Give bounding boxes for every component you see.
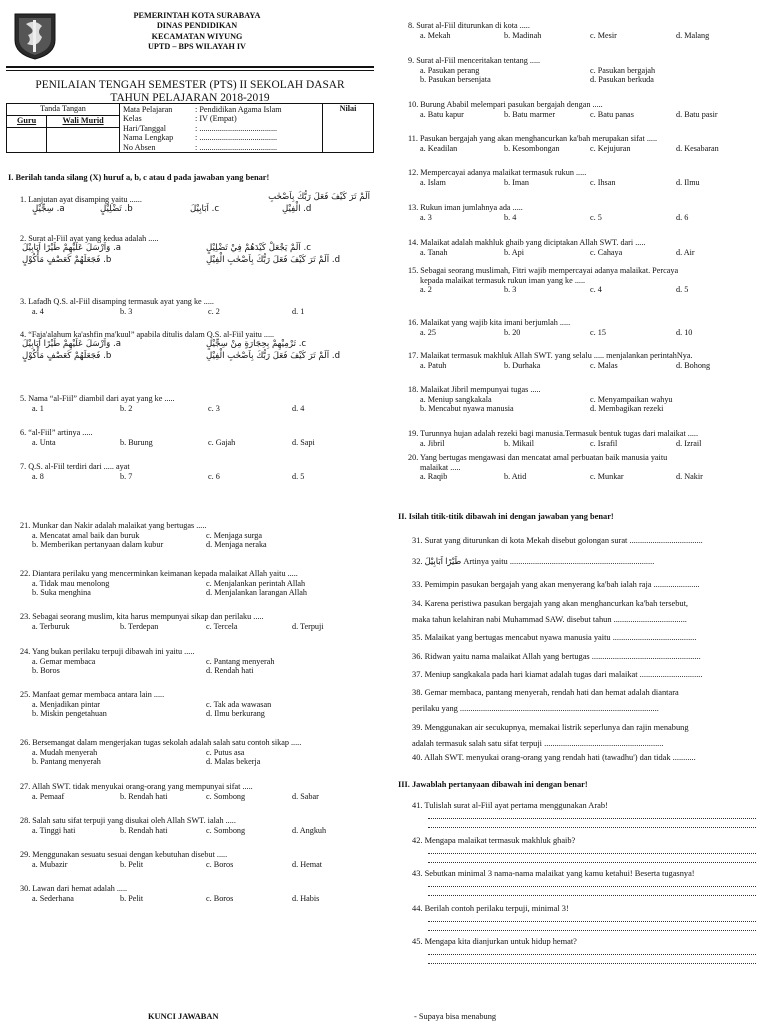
option-a[interactable]: a. Islam	[420, 177, 446, 187]
answer-line[interactable]	[428, 827, 756, 828]
question-stem: 10. Burung Ababil melempari pasukan bergajah dengan .....	[408, 100, 603, 109]
fill-in-line: 32. طَيْرًا اَبَابِيْلَ Artinya yaitu .....................................................................	[412, 557, 655, 566]
option-b[interactable]: b. Pelit	[120, 893, 144, 903]
option-c[interactable]: c. 5	[590, 212, 602, 222]
question-16	[408, 318, 760, 337]
option-c[interactable]: c. Menjaga surga	[206, 530, 263, 540]
question-24	[20, 647, 370, 676]
options-row	[20, 709, 370, 719]
signature-space	[47, 136, 120, 144]
field-value: : IV (Empat)	[195, 114, 237, 124]
question-stem: 24. Yang bukan perilaku terpuji dibawah ini yaitu .....	[20, 647, 195, 656]
options-row	[408, 328, 760, 338]
option-a[interactable]: a. 25	[420, 327, 436, 337]
options-row	[408, 285, 760, 295]
question-stem: 25. Manfaat gemar membaca antara lain .....	[20, 690, 165, 699]
option-b[interactable]: b. تَضْلِيْلٍ	[100, 203, 133, 214]
question-stem: 20. Yang bertugas mengawasi dan mencatat amal perbuatan baik manusia yaitu	[408, 453, 668, 462]
option-c[interactable]: c. Malas	[590, 360, 618, 370]
option-d[interactable]: d. 4	[292, 403, 305, 413]
option-d[interactable]: d. Angkuh	[292, 825, 327, 835]
option-a[interactable]: a. Mudah menyerah	[32, 747, 98, 757]
answer-line[interactable]	[428, 886, 756, 887]
option-a[interactable]: a. Tidak mau menolong	[32, 578, 110, 588]
option-a[interactable]: a. سِجِّيْلٍ	[32, 203, 65, 214]
surabaya-logo-icon	[12, 10, 58, 60]
option-d[interactable]: d. Pasukan berkuda	[590, 75, 654, 85]
question-stem: 4. “Faja'alahum ka'ashfin ma'kuul” apabila ditulis dalam Q.S. al-Fiil yaitu .....	[20, 330, 275, 339]
section3-title: III. Jawablah pertanyaan dibawah ini dengan benar!	[398, 780, 588, 789]
option-b[interactable]: b. Mikail	[504, 438, 535, 448]
option-d[interactable]: d. Ilmu berkurang	[206, 709, 265, 719]
header-divider	[6, 66, 374, 68]
option-c[interactable]: c. Sombong	[206, 791, 246, 801]
option-c[interactable]: c. Batu panas	[590, 109, 634, 119]
question-stem: 27. Allah SWT. tidak menyukai orang-orang yang mempunyai sifat .....	[20, 782, 253, 791]
options-row	[408, 248, 760, 258]
option-c[interactable]: c. اَلَمْ يَجْعَلْ كَيْدَهُمْ فِيْ تَضْلِيْلٍ	[206, 242, 311, 253]
signature-header: Tanda Tangan	[7, 104, 120, 116]
option-d[interactable]: d. Air	[676, 247, 695, 257]
question-14	[408, 238, 760, 257]
header-divider	[6, 70, 374, 71]
question-stem: 29. Menggunakan sesuatu sesuai dengan kebutuhan disebut .....	[20, 850, 228, 859]
options-row	[20, 792, 370, 802]
option-c[interactable]: c. Boros	[206, 859, 234, 869]
question-25	[20, 690, 370, 719]
option-b[interactable]: b. Api	[504, 247, 525, 257]
options-row	[20, 748, 370, 758]
options-row	[20, 757, 370, 767]
answer-line[interactable]	[428, 818, 756, 819]
options-row	[20, 700, 370, 710]
fill-in-line: 36. Ridwan yaitu nama malaikat Allah yang bertugas ....................................................	[412, 652, 701, 661]
question-stem: 7. Q.S. al-Fiil terdiri dari ..... ayat	[20, 462, 130, 471]
options-row	[20, 826, 370, 836]
teacher-signature-label: Guru	[7, 116, 47, 128]
essay-question: 42. Mengapa malaikat termasuk makhluk ghaib?	[412, 836, 576, 845]
option-a[interactable]: a. Tanah	[420, 247, 448, 257]
options-row	[408, 75, 760, 85]
essay-question: 41. Tulislah surat al-Fiil ayat pertama menggunakan Arab!	[412, 801, 608, 810]
question-stem: 15. Sebagai seorang muslimah, Fitri wajib mempercayai adanya malaikat. Percaya	[408, 266, 679, 275]
option-b[interactable]: b. 7	[120, 471, 133, 481]
option-a[interactable]: a. Menjadikan pintar	[32, 699, 100, 709]
options-row	[20, 340, 370, 352]
question-29	[20, 850, 370, 869]
answer-line[interactable]	[428, 862, 756, 863]
option-c[interactable]: c. Ihsan	[590, 177, 616, 187]
option-c[interactable]: c. Cahaya	[590, 247, 623, 257]
question-stem: 12. Mempercayai adanya malaikat termasuk rukun .....	[408, 168, 587, 177]
answer-line[interactable]	[428, 963, 756, 964]
question-stem: 3. Lafadh Q.S. al-Fiil disamping termasuk ayat yang ke .....	[20, 297, 214, 306]
question-10	[408, 100, 760, 119]
institution-line: KECAMATAN WIYUNG	[151, 31, 243, 41]
score-box: Nilai	[323, 104, 374, 153]
option-d[interactable]: d. Rendah hati	[206, 666, 254, 676]
field-value: : Pendidikan Agama Islam	[195, 105, 282, 114]
option-c[interactable]: c. Israfil	[590, 438, 618, 448]
answer-line[interactable]	[428, 853, 756, 854]
field-label: Kelas	[123, 114, 142, 124]
option-a[interactable]: a. Tinggi hati	[32, 825, 76, 835]
answer-key-item: - Supaya bisa menabung	[414, 1012, 497, 1021]
question-18	[408, 385, 760, 414]
institution-line: UPTD – BPS WILAYAH IV	[148, 41, 246, 51]
answer-line[interactable]	[428, 954, 756, 955]
question-stem: 17. Malaikat termasuk makhluk Allah SWT. yang selalu ..... menjalankan perintahNya.	[408, 351, 693, 360]
question-30	[20, 884, 370, 903]
question-stem: 2. Surat al-Fiil ayat yang kedua adalah .....	[20, 234, 159, 243]
identity-table	[6, 103, 374, 153]
options-row	[20, 438, 370, 448]
question-5	[20, 394, 370, 413]
arabic-verse: اَلَمْ تَرَ كَيْفَ فَعَلَ رَبُّكَ بِاَصْحٰبِ	[268, 192, 370, 202]
option-b[interactable]: b. Suka menghina	[32, 588, 91, 598]
exam-title	[6, 79, 374, 105]
options-row	[20, 404, 370, 414]
question-stem: 5. Nama “al-Fiil” diambil dari ayat yang ke .....	[20, 394, 175, 403]
question-20	[408, 453, 760, 482]
option-b[interactable]: b. Burung	[120, 437, 153, 447]
signature-space	[47, 150, 120, 153]
question-stem: 8. Surat al-Fiil diturunkan di kota .....	[408, 21, 530, 30]
option-c[interactable]: c. Boros	[206, 893, 234, 903]
option-b[interactable]: b. Iman	[504, 177, 530, 187]
question-stem: 14. Malaikat adalah makhluk ghaib yang diciptakan Allah SWT. dari .....	[408, 238, 646, 247]
option-d[interactable]: d. اَلَمْ تَرَ كَيْفَ فَعَلَ رَبُّكَ بِاَصْحٰبِ الْفِيْلِ	[206, 254, 341, 265]
question-stem: 21. Munkar dan Nakir adalah malaikat yang bertugas .....	[20, 521, 207, 530]
option-a[interactable]: a. Pemaaf	[32, 791, 65, 801]
institution-header	[92, 11, 302, 52]
question-stem-cont: malaikat .....	[420, 462, 461, 472]
option-a[interactable]: a. Keadilan	[420, 143, 458, 153]
option-a[interactable]: a. Gemar membaca	[32, 656, 96, 666]
option-d[interactable]: d. 10	[676, 327, 693, 337]
options-row	[408, 213, 760, 223]
option-a[interactable]: a. Pasukan perang	[420, 65, 480, 75]
essay-question: 45. Mengapa kita dianjurkan untuk hidup hemat?	[412, 937, 577, 946]
option-b[interactable]: b. Boros	[32, 666, 60, 676]
option-b[interactable]: b. Rendah hati	[120, 825, 168, 835]
option-c[interactable]: c. Menjalankan perintah Allah	[206, 578, 306, 588]
question-13	[408, 203, 760, 222]
institution-line: PEMERINTAH KOTA SURABAYA	[133, 11, 261, 20]
fill-in-line: 33. Pemimpin pasukan bergajah yang akan menyerang ka'bah ialah raja ......................	[412, 580, 700, 589]
option-b[interactable]: b. Terdepan	[120, 621, 159, 631]
field-label: Nama Lengkap	[123, 133, 174, 143]
option-a[interactable]: a. Batu kapur	[420, 109, 464, 119]
fill-in-line: 38. Gemar membaca, pantang menyerah, rendah hati dan hemat adalah diantara	[412, 688, 679, 697]
answer-key-label: KUNCI JAWABAN	[148, 1012, 219, 1021]
signature-space	[7, 128, 47, 137]
fill-in-line: 40. Allah SWT. menyukai orang-orang yang rendah hati (tawadhu') dan tidak ...........	[412, 753, 696, 762]
options-row	[20, 540, 370, 550]
option-a[interactable]: a. 2	[420, 285, 432, 295]
question-4	[20, 330, 370, 364]
option-c[interactable]: c. Munkar	[590, 472, 624, 482]
option-d[interactable]: d. 5	[676, 285, 689, 295]
essay-question: 43. Sebutkan minimal 3 nama-nama malaikat yang kamu ketahui! Beserta tugasnya!	[412, 869, 695, 878]
question-stem: 18. Malaikat Jibril mempunyai tugas .....	[408, 385, 541, 394]
option-d[interactable]: d. Kesabaran	[676, 143, 719, 153]
option-a[interactable]: a. Jibril	[420, 438, 445, 448]
option-a[interactable]: a. 3	[420, 212, 432, 222]
option-d[interactable]: d. 5	[292, 471, 305, 481]
options-row	[408, 439, 760, 449]
option-c[interactable]: c. Sombong	[206, 825, 246, 835]
option-b[interactable]: b. Rendah hati	[120, 791, 168, 801]
question-23	[20, 612, 370, 631]
option-c[interactable]: c. Pantang menyerah	[206, 656, 275, 666]
option-b[interactable]: b. فَجَعَلَهُمْ كَعَصْفٍ مَأْكُوْلٍ	[22, 254, 112, 265]
options-row	[408, 361, 760, 371]
question-28	[20, 816, 370, 835]
option-a[interactable]: a. Raqib	[420, 472, 448, 482]
option-c[interactable]: c. 15	[590, 327, 606, 337]
options-row	[408, 110, 760, 120]
question-stem: 26. Bersemangat dalam mengerjakan tugas sekolah adalah salah satu contoh sikap .....	[20, 738, 302, 747]
option-c[interactable]: c. 2	[208, 306, 220, 316]
option-a[interactable]: a. وَاَرْسَلَ عَلَيْهِمْ طَيْرًا اَبَابِيْلَ	[22, 338, 122, 349]
option-c[interactable]: c. Tak ada wawasan	[206, 699, 272, 709]
option-a[interactable]: a. 4	[32, 306, 44, 316]
option-b[interactable]: b. Pelit	[120, 859, 144, 869]
options-row	[20, 588, 370, 598]
question-stem: 19. Turunnya hujan adalah rezeki bagi manusia.Termasuk bentuk tugas dari malaikat .....	[408, 429, 699, 438]
option-b[interactable]: b. 20	[504, 327, 521, 337]
option-b[interactable]: b. 2	[120, 403, 133, 413]
option-a[interactable]: a. Terburuk	[32, 621, 70, 631]
option-d[interactable]: d. 6	[676, 212, 689, 222]
option-b[interactable]: b. Atid	[504, 472, 527, 482]
option-d[interactable]: d. Sapi	[292, 437, 315, 447]
option-d[interactable]: d. اَلَمْ تَرَ كَيْفَ فَعَلَ رَبُّكَ بِاَصْحٰبِ الْفِيْلِ	[206, 350, 341, 361]
option-a[interactable]: a. Sederhana	[32, 893, 74, 903]
question-stem: 13. Rukun iman jumlahnya ada .....	[408, 203, 523, 212]
question-stem: 9. Surat al-Fiil menceritakan tentang .....	[408, 56, 541, 65]
option-b[interactable]: b. Kesombongan	[504, 143, 560, 153]
identity-fields	[120, 104, 323, 153]
question-26	[20, 738, 370, 767]
option-a[interactable]: a. 8	[32, 471, 44, 481]
option-a[interactable]: a. Mekah	[420, 30, 451, 40]
field-label: Mata Pelajaran	[123, 105, 173, 114]
question-1	[20, 192, 370, 217]
option-d[interactable]: d. Sabar	[292, 791, 319, 801]
option-b[interactable]: b. Batu marmer	[504, 109, 556, 119]
option-c[interactable]: c. Menyampaikan wahyu	[590, 394, 673, 404]
fill-in-line: 39. Menggunakan air secukupnya, memakai listrik seperlunya dan rajin menabung	[412, 723, 689, 732]
answer-line[interactable]	[428, 921, 756, 922]
question-6	[20, 428, 370, 447]
option-a[interactable]: a. 1	[32, 403, 44, 413]
option-a[interactable]: a. Mubazir	[32, 859, 68, 869]
options-row	[20, 352, 370, 364]
options-row	[20, 666, 370, 676]
fill-in-line: 35. Malaikat yang bertugas mencabut nyawa manusia yaitu ........................................	[412, 633, 697, 642]
options-row	[408, 31, 760, 41]
option-c[interactable]: c. Gajah	[208, 437, 236, 447]
question-21	[20, 521, 370, 550]
options-row	[20, 579, 370, 589]
options-row	[20, 894, 370, 904]
options-row	[20, 205, 370, 217]
option-a[interactable]: a. Mencatat amal baik dan buruk	[32, 530, 140, 540]
option-d[interactable]: d. Izrail	[676, 438, 702, 448]
option-c[interactable]: c. 4	[590, 285, 602, 295]
option-d[interactable]: d. Nakir	[676, 472, 703, 482]
option-d[interactable]: d. Malang	[676, 30, 710, 40]
option-b[interactable]: b. Miskin pengetahuan	[32, 709, 107, 719]
option-c[interactable]: c. 3	[208, 403, 220, 413]
option-b[interactable]: b. 3	[120, 306, 133, 316]
fill-in-line: 34. Karena peristiwa pasukan bergajah yang akan menghancurkan ka'bah tersebut,	[412, 599, 688, 608]
answer-line[interactable]	[428, 930, 756, 931]
options-row	[408, 66, 760, 76]
options-row	[408, 144, 760, 154]
options-row	[20, 472, 370, 482]
field-value: : ......................................	[195, 133, 278, 143]
option-d[interactable]: d. Habis	[292, 893, 320, 903]
fill-in-line: 31. Surat yang diturunkan di kota Mekah disebut golongan surat ...................................	[412, 536, 703, 545]
question-stem: 1. Lanjutan ayat disamping yaitu ......	[20, 195, 142, 204]
option-b[interactable]: b. Durhaka	[504, 360, 541, 370]
option-d[interactable]: d. Hemat	[292, 859, 323, 869]
fill-in-line: adalah termasuk salah satu sifat terpuji .........................................................	[412, 739, 664, 748]
options-row	[20, 307, 370, 317]
option-d[interactable]: d. Ilmu	[676, 177, 700, 187]
options-row	[20, 860, 370, 870]
options-row	[408, 395, 760, 405]
fill-in-line: 37. Meniup sangkakala pada hari kiamat adalah tugas dari malaikat ..............................	[412, 670, 703, 679]
option-c[interactable]: c. اَبَابِيْلَ	[190, 203, 220, 214]
options-row	[20, 256, 370, 268]
option-b[interactable]: b. Pasukan bersenjata	[420, 75, 491, 85]
option-c[interactable]: c. تَرْمِيْهِمْ بِحِجَارَةٍ مِنْ سِجِّيْلٍ	[206, 338, 307, 349]
question-12	[408, 168, 760, 187]
option-b[interactable]: b. Pantang menyerah	[32, 757, 101, 767]
field-label: No Absen	[123, 142, 156, 152]
option-c[interactable]: c. Mesir	[590, 30, 617, 40]
options-row	[408, 404, 760, 414]
options-row	[20, 657, 370, 667]
field-label: Hari/Tanggal	[123, 123, 167, 133]
fill-in-line: maka tahun kelahiran nabi Muhammad SAW. disebut tahun ...................................	[412, 615, 687, 624]
question-stem: 6. “al-Fiil” artinya .....	[20, 428, 93, 437]
options-row	[408, 472, 760, 482]
option-d[interactable]: d. Batu pasir	[676, 109, 718, 119]
question-stem: 23. Sebagai seorang muslim, kita harus mempunyai sikap dan perilaku .....	[20, 612, 264, 621]
question-15	[408, 266, 760, 295]
option-d[interactable]: d. Malas bekerja	[206, 757, 261, 767]
question-9	[408, 56, 760, 85]
option-d[interactable]: d. 1	[292, 306, 305, 316]
option-a[interactable]: a. Unta	[32, 437, 56, 447]
fill-in-line: perilaku yang ...............................................................................................	[412, 704, 659, 713]
options-row	[20, 622, 370, 632]
exam-title-line1: PENILAIAN TENGAH SEMESTER (PTS) II SEKOLAH DASAR	[35, 79, 345, 91]
option-c[interactable]: c. 6	[208, 471, 220, 481]
option-b[interactable]: b. 4	[504, 212, 517, 222]
answer-line[interactable]	[428, 895, 756, 896]
question-8	[408, 21, 760, 40]
option-d[interactable]: d. Bohong	[676, 360, 711, 370]
option-d[interactable]: d. Menjalankan larangan Allah	[206, 588, 307, 598]
option-c[interactable]: c. Tercela	[206, 621, 238, 631]
option-d[interactable]: d. Membagikan rezeki	[590, 404, 664, 414]
question-22	[20, 569, 370, 598]
option-c[interactable]: c. Kejujuran	[590, 143, 631, 153]
question-17	[408, 351, 760, 370]
exam-title-line2: TAHUN PELAJARAN 2018-2019	[110, 92, 270, 104]
field-value: : ......................................	[195, 123, 278, 133]
essay-question: 44. Berilah contoh perilaku terpuji, minimal 3!	[412, 904, 569, 913]
option-b[interactable]: b. 3	[504, 285, 517, 295]
option-b[interactable]: b. Madinah	[504, 30, 542, 40]
institution-line: DINAS PENDIDIKAN	[156, 21, 238, 31]
options-row	[408, 178, 760, 188]
question-stem: 16. Malaikat yang wajib kita imani berjumlah .....	[408, 318, 571, 327]
signature-space	[7, 136, 47, 144]
option-b[interactable]: b. Mencabut nyawa manusia	[420, 404, 514, 414]
question-27	[20, 782, 370, 801]
options-row	[20, 531, 370, 541]
option-d[interactable]: d. Menjaga neraka	[206, 540, 267, 550]
option-c[interactable]: c. Putus asa	[206, 747, 245, 757]
option-d[interactable]: d. Terpuji	[292, 621, 324, 631]
question-stem: 11. Pasukan bergajah yang akan menghancurkan ka'bah merupakan sifat .....	[408, 134, 658, 143]
question-stem: 30. Lawan dari hemat adalah .....	[20, 884, 128, 893]
question-11	[408, 134, 760, 153]
field-value: : ......................................	[195, 142, 278, 152]
parent-signature-label: Wali Murid	[47, 116, 120, 128]
question-stem: 28. Salah satu sifat terpuji yang disukai oleh Allah SWT. ialah .....	[20, 816, 236, 825]
option-a[interactable]: a. Patuh	[420, 360, 447, 370]
signature-space	[7, 150, 47, 153]
question-stem: 22. Diantara perilaku yang mencerminkan keimanan kepada malaikat Allah yaitu .....	[20, 569, 298, 578]
option-b[interactable]: b. Memberikan pertanyaan dalam kubur	[32, 540, 164, 550]
question-19	[408, 429, 760, 448]
question-2	[20, 234, 370, 268]
option-a[interactable]: a. وَاَرْسَلَ عَلَيْهِمْ طَيْرًا اَبَابِيْلَ	[22, 242, 122, 253]
option-d[interactable]: d. الْفِيْلِ	[282, 203, 312, 214]
option-c[interactable]: c. Pasukan bergajah	[590, 65, 656, 75]
option-a[interactable]: a. Meniup sangkakala	[420, 394, 492, 404]
options-row	[20, 244, 370, 256]
question-3	[20, 297, 370, 316]
section1-title: I. Berilah tanda silang (X) huruf a, b, c atau d pada jawaban yang benar!	[8, 173, 270, 182]
question-7	[20, 462, 370, 481]
signature-space	[47, 128, 120, 137]
option-b[interactable]: b. فَجَعَلَهُمْ كَعَصْفٍ مَأْكُوْلٍ	[22, 350, 112, 361]
section2-title: II. Isilah titik-titik dibawah ini dengan jawaban yang benar!	[398, 512, 614, 521]
question-stem-cont: kepada malaikat termasuk rukun iman yang ke .....	[420, 275, 586, 285]
